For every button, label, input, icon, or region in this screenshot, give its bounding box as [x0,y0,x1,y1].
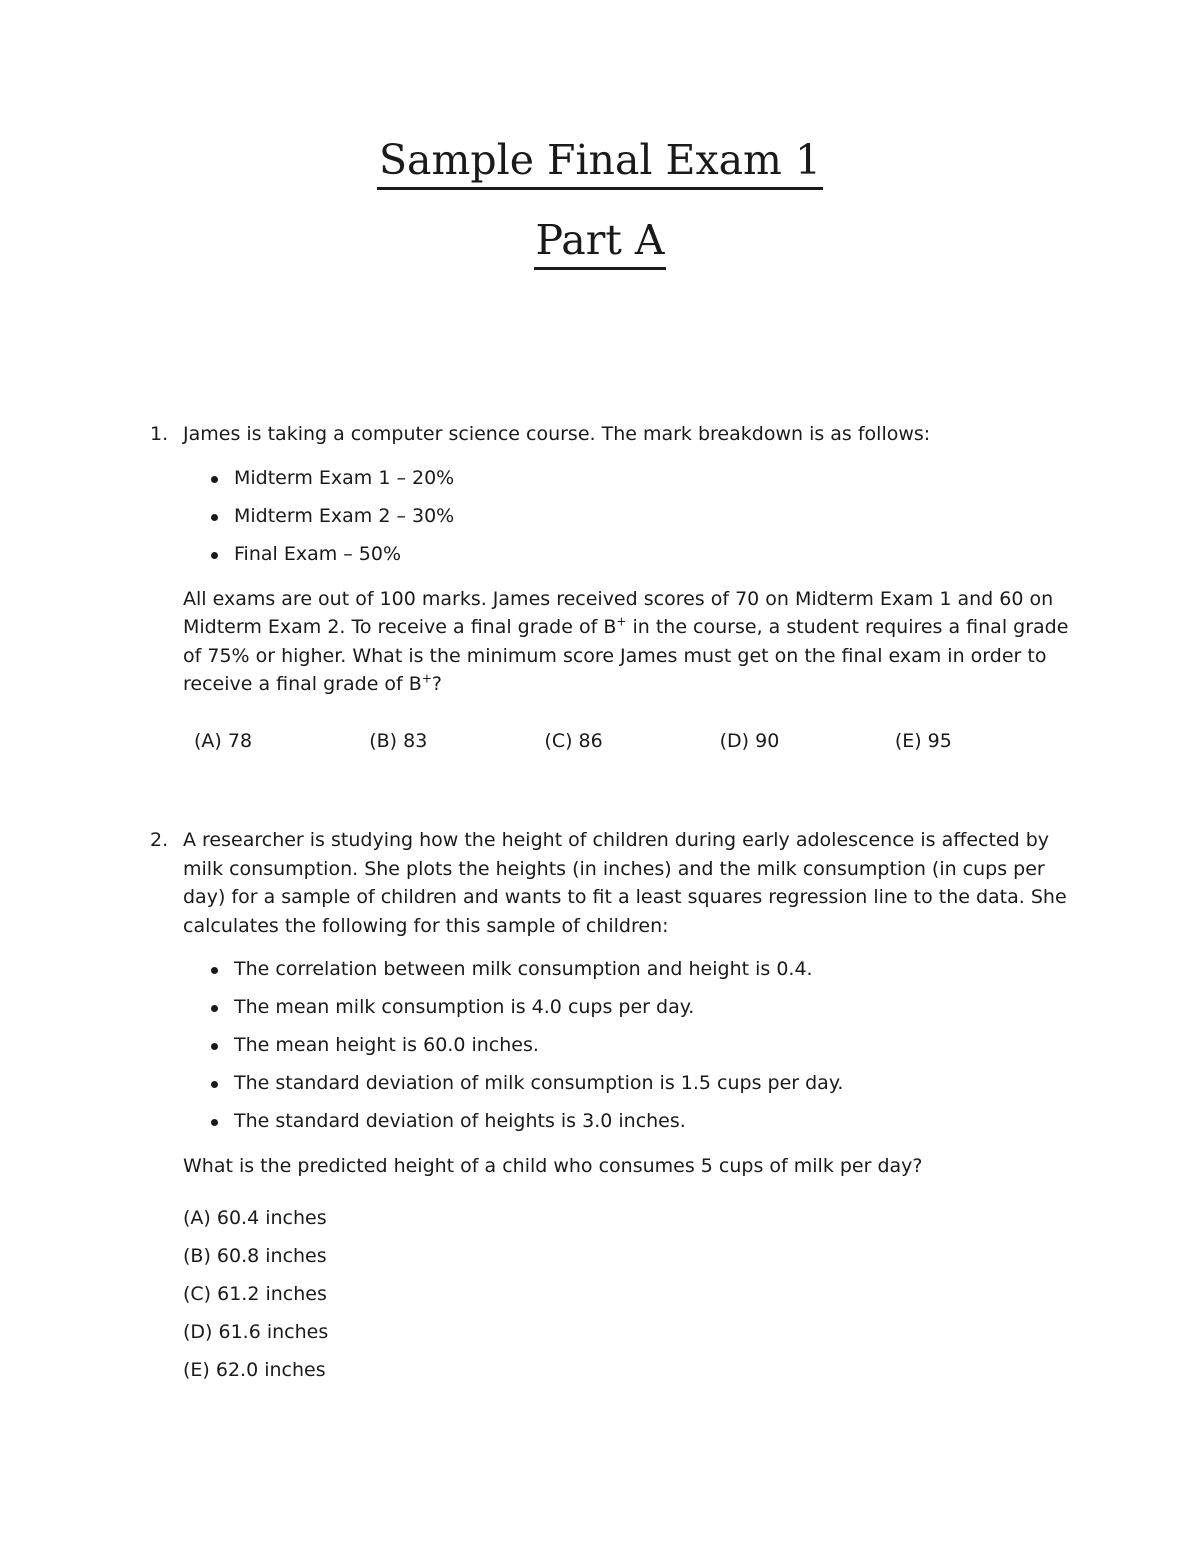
answer-choice-a[interactable]: (A) 78 [194,729,253,752]
question-paragraph: What is the predicted height of a child who consumes 5 cups of milk per day? [183,1155,923,1177]
bullet-icon [211,967,218,974]
list-item: Midterm Exam 2 – 30% [183,497,1070,535]
bullet-icon [211,1119,218,1126]
question-stem: James is taking a computer science course. The mark breakdown is as follows: [183,423,931,445]
list-item: The standard deviation of heights is 3.0 inches. [183,1102,1070,1140]
list-item: Final Exam – 50% [183,535,1070,573]
bullet-icon [211,1081,218,1088]
bullet-icon [211,476,218,483]
exam-title [0,136,1200,190]
list-item: The mean milk consumption is 4.0 cups per day. [183,988,1070,1026]
part-title [0,216,1200,270]
answer-choice-c[interactable]: (C) 61.2 inches [183,1282,327,1305]
question-body [183,420,1070,755]
part-title-text: Part A [534,220,667,270]
list-item: The mean height is 60.0 inches. [183,1026,1070,1064]
exam-title-text: Sample Final Exam 1 [377,140,823,190]
statistics-list [183,950,1070,1140]
list-item: The standard deviation of milk consumption is 1.5 cups per day. [183,1064,1070,1102]
question-2 [150,826,1070,1389]
list-item: The correlation between milk consumption and height is 0.4. [183,950,1070,988]
question-stem: A researcher is studying how the height of children during early adolescence is affected by milk consumption. She plots the heights (in inches) and the milk consumption (in cups per day) for a sample of children and wants to fit a least squares regression line to the data. She calculates the following for this sample of children: [183,829,1067,937]
answer-choice-e[interactable]: (E) 62.0 inches [183,1358,326,1381]
answer-choice-e[interactable]: (E) 95 [894,729,952,752]
bullet-icon [211,514,218,521]
answer-choice-d[interactable]: (D) 61.6 inches [183,1320,329,1343]
answer-choice-b[interactable]: (B) 83 [369,729,428,752]
question-number: 2. [150,829,169,851]
answer-choice-c[interactable]: (C) 86 [544,729,603,752]
answer-choice-d[interactable]: (D) 90 [719,729,780,752]
mark-breakdown-list [183,459,1070,573]
answer-choice-a[interactable]: (A) 60.4 inches [183,1206,327,1229]
bullet-icon [211,552,218,559]
answer-choices [194,727,1070,756]
question-paragraph: All exams are out of 100 marks. James received scores of 70 on Midterm Exam 1 and 60 on Midterm Exam 2. To receive a final grade of B+ in the course, a student requires a final grade of 75% or higher. What is the minimum score James must get on the final exam in order to receive a final grade of B+? [183,587,1069,695]
question-number: 1. [150,423,169,445]
question-body [183,826,1070,1389]
question-1 [150,420,1070,755]
answer-choice-b[interactable]: (B) 60.8 inches [183,1244,327,1267]
bullet-icon [211,1005,218,1012]
answer-choices [183,1199,1070,1389]
bullet-icon [211,1043,218,1050]
list-item: Midterm Exam 1 – 20% [183,459,1070,497]
